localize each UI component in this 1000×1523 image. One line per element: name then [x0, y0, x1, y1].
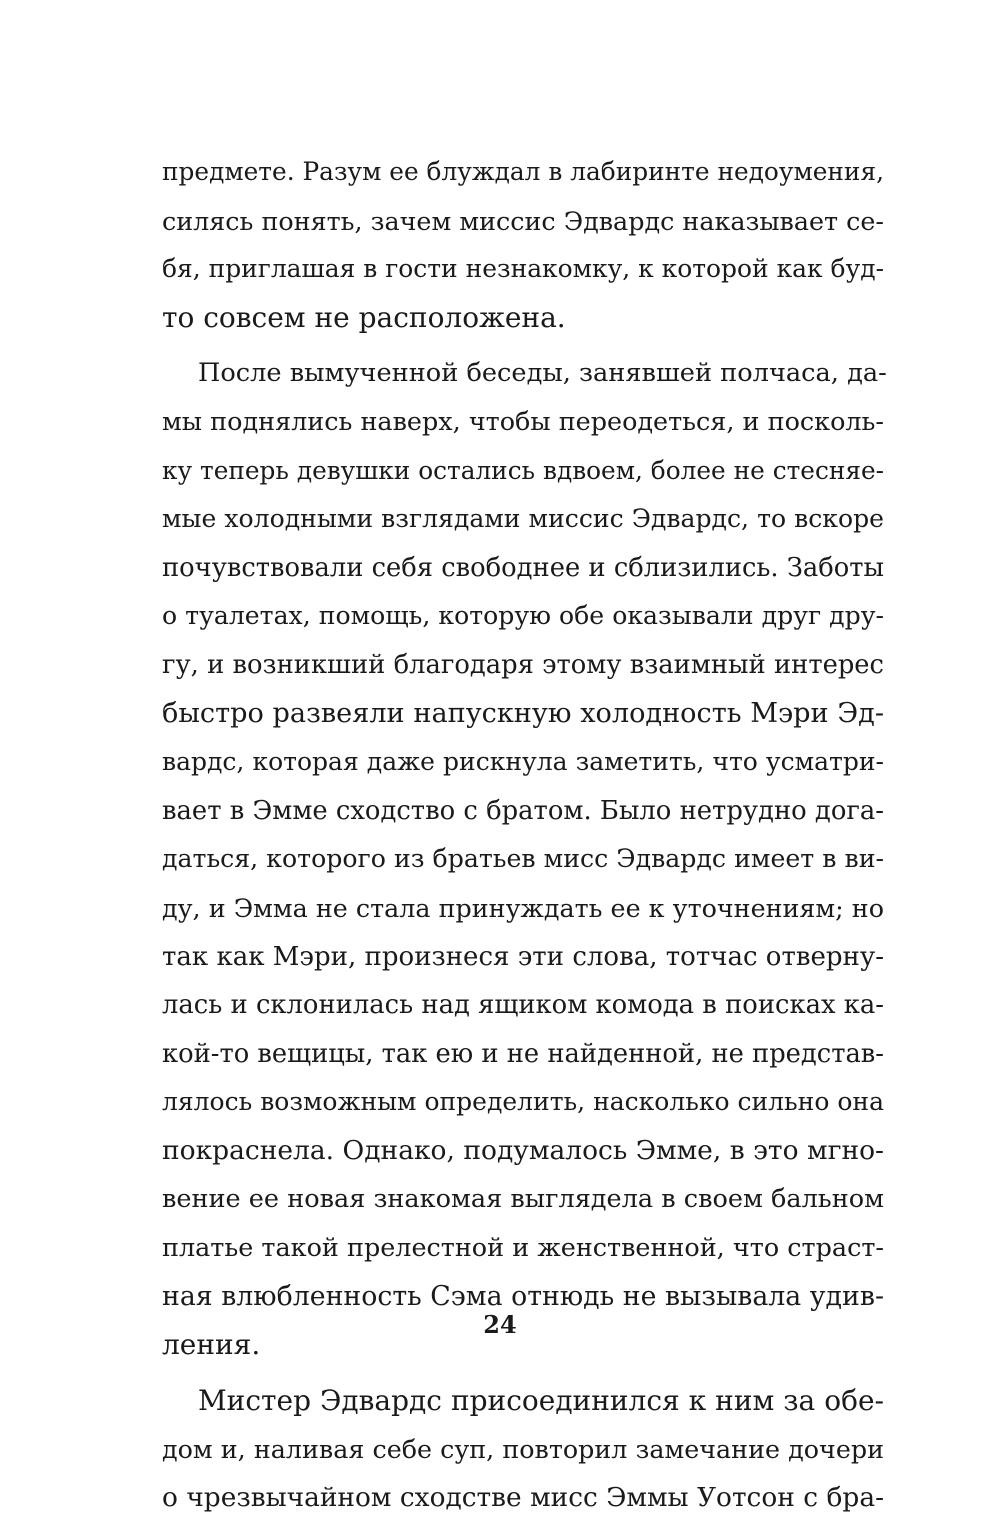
text-line: так как Мэри, произнеся эти слова, тотчас отверну- — [162, 941, 884, 972]
text-line: ная влюбленность Сэма отнюдь не вызывала удив- — [162, 1280, 884, 1312]
text-line: лялось возможным определить, насколько сильно она — [162, 1087, 884, 1117]
text-line: вает в Эмме сходство с братом. Было нетрудно дога- — [162, 795, 884, 826]
text-line: вардс, которая даже рискнула заметить, что усматри- — [162, 747, 884, 777]
text-line: о чрезвычайном сходстве мисс Эммы Уотсон с бра- — [162, 1482, 884, 1514]
text-line: быстро развеяли напускную холодность Мэри Эд- — [162, 697, 884, 729]
text-line: бя, приглашая в гости незнакомку, к которой как буд- — [162, 254, 884, 284]
text-line: платье такой прелестной и женственной, что страст- — [162, 1233, 884, 1264]
text-line: ду, и Эмма не стала принуждать ее к уточнениям; но — [162, 892, 884, 923]
text-line: силясь понять, зачем миссис Эдвардс наказывает се- — [162, 205, 884, 236]
text-line: вение ее новая знакомая выглядела в своем бальном — [162, 1184, 884, 1215]
text-line: ления. — [162, 1328, 261, 1362]
text-line: кой-то вещицы, так ею и не найденной, не представ- — [162, 1038, 884, 1069]
text-line: лась и склонилась над ящиком комода в поисках ка- — [162, 990, 884, 1021]
text-line: После вымученной беседы, занявшей полчаса, да- — [198, 358, 887, 389]
text-line: мые холодными взглядами миссис Эдвардс, то вскоре — [162, 504, 884, 534]
text-line: предмете. Разум ее блуждал в лабиринте недоумения, — [162, 157, 884, 186]
text-line: то совсем не расположена. — [162, 300, 566, 334]
text-line: мы поднялись наверх, чтобы переодеться, и посколь- — [162, 406, 884, 437]
text-line: почувствовали себя свободнее и сблизились. Заботы — [162, 552, 884, 583]
page-number: 24 — [483, 1310, 517, 1339]
text-line: покраснела. Однако, подумалось Эмме, в это мгно- — [162, 1134, 884, 1166]
text-line: гу, и возникший благодаря этому взаимный интерес — [162, 649, 884, 680]
text-line: Мистер Эдвардс присоединился к ним за обе- — [198, 1383, 884, 1417]
text-line: о туалетах, помощь, которую обе оказывали друг дру- — [162, 601, 884, 631]
text-line: даться, которого из братьев мисс Эдвардс имеет в ви- — [162, 844, 884, 874]
text-line: дом и, наливая себе суп, повторил замечание дочери — [162, 1434, 884, 1465]
text-line: ку теперь девушки остались вдвоем, более не стесняе- — [162, 455, 884, 485]
